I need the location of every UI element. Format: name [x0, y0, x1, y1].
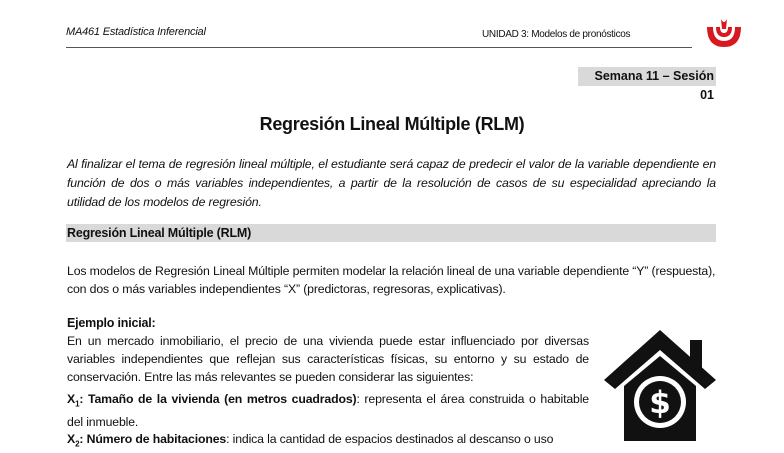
x1-description: : representa el área construida o habitable del inmueble. [67, 392, 589, 430]
example-text: En un mercado inmobiliario, el precio de una vivienda puede estar influenciado por diversas variables independientes que reflejan sus características físicas, su entorno y su estado de conservación. Entre las más relevantes se pueden considerar las siguientes: [67, 334, 589, 384]
variable-x1 [67, 390, 589, 431]
page-title: Regresión Lineal Múltiple (RLM) [259, 114, 525, 134]
section-heading: Regresión Lineal Múltiple (RLM) [66, 224, 716, 242]
x1-label: : Tamaño de la vivienda (en metros cuadrados) [79, 392, 357, 406]
course-title: MA461 Estadística Inferencial [66, 26, 206, 38]
x1-subscript: 1 [75, 399, 80, 409]
x2-symbol: X [67, 432, 76, 446]
x1-symbol: X [67, 392, 76, 406]
header-divider [66, 47, 692, 48]
rlm-description: Los modelos de Regresión Lineal Múltiple permiten modelar la relación lineal de una variable dependiente “Y” (respuesta), con dos o más variables independientes “X” (predictoras, regresoras, explicativas). [67, 264, 716, 296]
variable-x2 [67, 430, 592, 453]
x2-label: : Número de habitaciones [79, 432, 227, 446]
house-dollar-icon [600, 328, 720, 441]
upc-logo-icon [704, 16, 744, 50]
learning-objective: Al finalizar el tema de regresión lineal múltiple, el estudiante será capaz de predecir el valor de la variable dependiente en función de dos o más variables independientes, a partir de la resolución de casos de su especialidad apreciando la utilidad de los modelos de regresión. [67, 157, 716, 209]
x2-description: : indica la cantidad de espacios destinados al descanso o uso [226, 432, 554, 446]
unit-title: UNIDAD 3: Modelos de pronósticos [482, 29, 631, 40]
session-label: Semana 11 – Sesión 01 [578, 67, 716, 86]
example-heading: Ejemplo inicial: [67, 316, 156, 330]
x2-subscript: 2 [75, 439, 80, 449]
dollar-sign: $ [649, 385, 671, 421]
